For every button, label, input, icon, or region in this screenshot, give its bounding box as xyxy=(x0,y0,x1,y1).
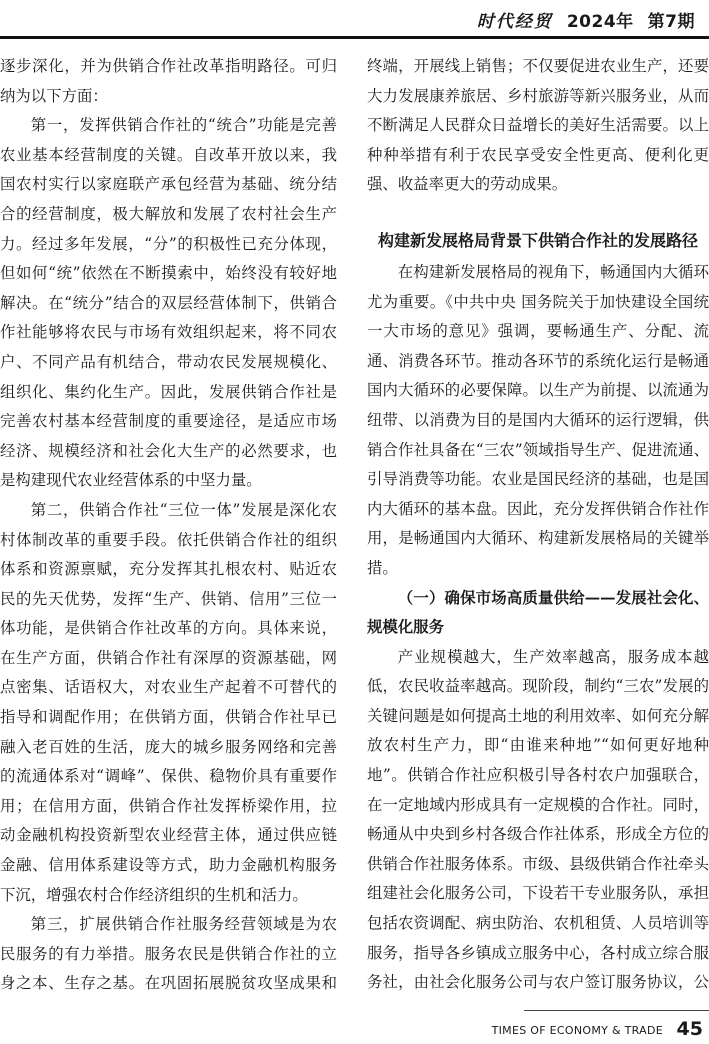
section-title: 构建新发展格局背景下供销合作社的发展路径 xyxy=(377,230,698,250)
journal-brand: 时代经贸 xyxy=(476,12,553,32)
header-info xyxy=(477,7,695,32)
paragraph: 逐步深化，并为供销合作社改革指明路径。可归纳为以下方面： xyxy=(0,57,337,105)
header-issue: 第7期 xyxy=(647,12,695,32)
header-rule xyxy=(0,36,709,39)
paragraph: 产业规模越大，生产效率越高，服务成本越低，农民收益率越高。现阶段，制约“三农”发展的关键问题是如何提高土地的利用效率、如何充分解放农村生产力，即“由谁来种地”“如何更好地种地”。供销合作社应积极引导各村农户加强联合，在一定地域内形成具有一定规模的合作社。同时，畅通从中央到乡村各级合作社体系，形成全方位的供销合作社服务体系。市级、县级供销合作社牵头组建社会化服务公司，下设若干专业服务队，承担包括农资调配、病虫防治、农机租赁、人员培训等服务，指导各乡镇成立服务中心，各村成立综合服务社，由社会化服务公司与农户签订服务协议，公 xyxy=(367,647,709,992)
header-year: 2024年 xyxy=(566,12,634,32)
page-number: 45 xyxy=(676,1018,703,1040)
footer-journal-name: TIMES OF ECONOMY & TRADE xyxy=(491,1024,663,1037)
paragraph: 第一，发挥供销合作社的“统合”功能是完善农业基本经营制度的关键。自改革开放以来，我国农村实行以家庭联产承包经营为基础、统分结合的经营制度，极大解放和发展了农村社会生产力。经过多年发展，“分”的积极性已充分体现，但如何“统”依然在不断摸索中，始终没有较好地解决。在“统分”结合的双层经营体制下，供销合作社能够将农民与市场有效组织起来，将不同农户、不同产品有机结合，带动农民发展规模化、组织化、集约化生产。因此，发展供销合作社是完善农村基本经营制度的重要途径，是适应市场经济、规模经济和社会化大生产的必然要求，也是构建现代农业经营体系的中坚力量。 xyxy=(0,116,337,490)
subsection-title: （一）确保市场高质量供给——发展社会化、规模化服务 xyxy=(367,588,709,637)
right-column xyxy=(367,52,709,1002)
left-column xyxy=(0,52,337,1002)
footer-rule xyxy=(524,1010,709,1011)
page-footer xyxy=(0,1010,709,1044)
paragraph: 终端，开展线上销售；不仅要促进农业生产，还要大力发展康养旅居、乡村旅游等新兴服务业，从而不断满足人民群众日益增长的美好生活需要。以上种种举措有利于农民享受安全性更高、便利化更强、收益率更大的劳动成果。 xyxy=(367,57,709,194)
paragraph: 在构建新发展格局的视角下，畅通国内大循环尤为重要。《中共中央 国务院关于加快建设全国统一大市场的意见》强调，要畅通生产、分配、流通、消费各环节。推动各环节的系统化运行是畅通国内大循环的必要保障。以生产为前提、以流通为纽带、以消费为目的是国内大循环的运行逻辑，供销合作社具备在“三农”领域指导生产、促进流通、引导消费等功能。农业是国民经济的基础，也是国内大循环的基本盘。因此，充分发挥供销合作社作用，是畅通国内大循环、构建新发展格局的关键举措。 xyxy=(367,262,709,577)
paragraph: 第三，扩展供销合作社服务经营领域是为农民服务的有力举措。服务农民是供销合作社的立身之本、生存之基。在巩固拓展脱贫攻坚成果和 xyxy=(0,915,337,993)
page-header xyxy=(0,0,709,40)
paragraph: 第二，供销合作社“三位一体”发展是深化农村体制改革的重要手段。依托供销合作社的组织体系和资源禀赋，充分发挥其扎根农村、贴近农民的先天优势，发挥“生产、供销、信用”三位一体功能，是供销合作社改革的方向。具体来说，在生产方面，供销合作社有深厚的资源基础，网点密集、话语权大，对农业生产起着不可替代的指导和调配作用；在供销方面，供销合作社早已融入老百姓的生活，庞大的城乡服务网络和完善的流通体系对“调峰”、保供、稳物价具有重要作用；在信用方面，供销合作社发挥桥梁作用，拉动金融机构投资新型农业经营主体，通过供应链金融、信用体系建设等方式，助力金融机构服务下沉，增强农村合作经济组织的生机和活力。 xyxy=(0,500,337,904)
